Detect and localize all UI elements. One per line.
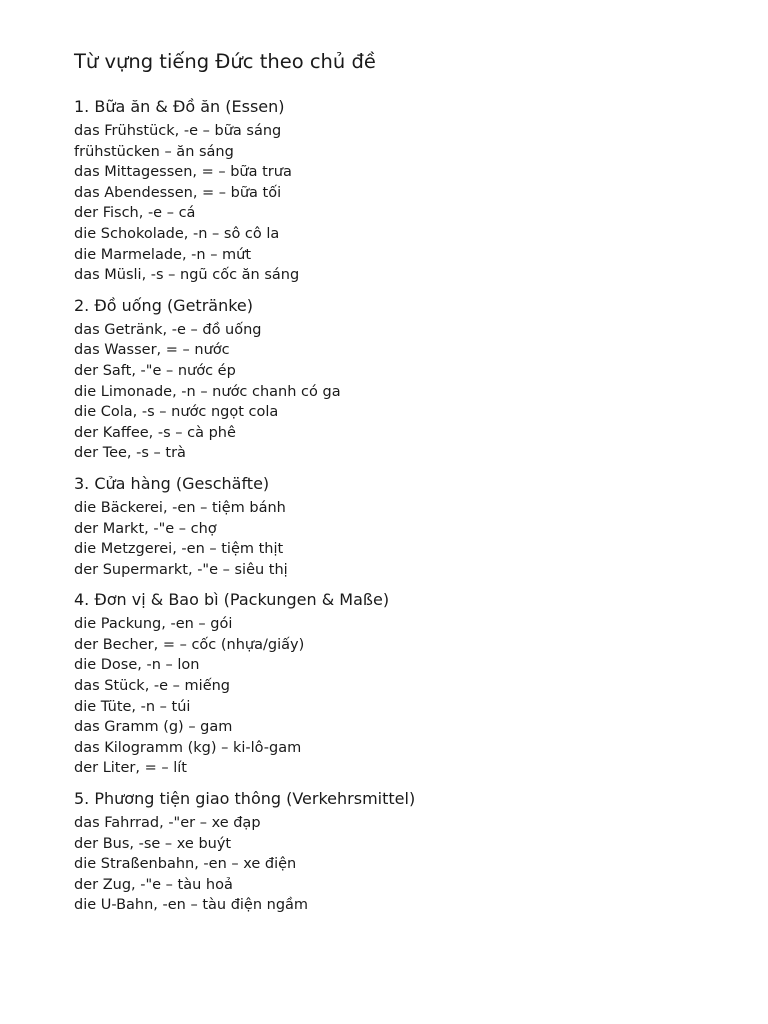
section-geschaefte [74, 474, 734, 580]
vocab-list [74, 614, 734, 779]
section-getraenke [74, 296, 734, 464]
vocab-entry: die Schokolade, -n – sô cô la [74, 225, 280, 242]
vocab-entry: die Metzgerei, -en – tiệm thịt [74, 541, 284, 558]
document-title: Từ vựng tiếng Đức theo chủ đề [74, 50, 376, 73]
section-heading: 4. Đơn vị & Bao bì (Packungen & Maße) [74, 590, 390, 610]
vocab-entry: das Getränk, -e – đồ uống [74, 321, 262, 338]
vocab-list [74, 813, 734, 916]
vocab-entry: die U-Bahn, -en – tàu điện ngầm [74, 897, 309, 914]
vocab-entry: der Liter, = – lít [74, 760, 187, 777]
document-page [74, 50, 734, 926]
vocab-entry: die Packung, -en – gói [74, 616, 233, 633]
vocab-list [74, 320, 734, 464]
vocab-entry: die Tüte, -n – túi [74, 698, 191, 715]
vocab-entry: das Wasser, = – nước [74, 342, 230, 359]
section-heading: 1. Bữa ăn & Đồ ăn (Essen) [74, 97, 285, 116]
vocab-entry: der Bus, -se – xe buýt [74, 835, 232, 852]
vocab-entry: der Fisch, -e – cá [74, 205, 196, 222]
vocab-entry: das Gramm (g) – gam [74, 719, 233, 736]
vocab-entry: das Müsli, -s – ngũ cốc ăn sáng [74, 267, 300, 284]
vocab-entry: das Stück, -e – miếng [74, 678, 231, 695]
section-verkehrsmittel [74, 789, 734, 916]
section-heading: 3. Cửa hàng (Geschäfte) [74, 473, 270, 493]
section-heading: 5. Phương tiện giao thông (Verkehrsmittel) [74, 789, 416, 809]
vocab-entry: die Marmelade, -n – mứt [74, 246, 252, 263]
vocab-entry: das Kilogramm (kg) – ki-lô-gam [74, 739, 302, 756]
vocab-entry: die Dose, -n – lon [74, 657, 200, 674]
vocab-entry: die Cola, -s – nước ngọt cola [74, 404, 279, 421]
vocab-entry: die Straßenbahn, -en – xe điện [74, 856, 297, 873]
section-packungen-masse [74, 590, 734, 779]
vocab-entry: der Becher, = – cốc (nhựa/giấy) [74, 636, 305, 653]
vocab-entry: die Bäckerei, -en – tiệm bánh [74, 499, 286, 516]
vocab-entry: der Markt, -"e – chợ [74, 520, 217, 537]
vocab-list [74, 121, 734, 286]
vocab-entry: der Zug, -"e – tàu hoả [74, 876, 233, 893]
vocab-entry: die Limonade, -n – nước chanh có ga [74, 383, 341, 400]
section-heading: 2. Đồ uống (Getränke) [74, 295, 253, 315]
vocab-entry: das Frühstück, -e – bữa sáng [74, 123, 282, 139]
vocab-entry: der Saft, -"e – nước ép [74, 362, 236, 379]
section-essen [74, 97, 734, 286]
vocab-entry: das Fahrrad, -"er – xe đạp [74, 815, 261, 832]
vocab-entry: frühstücken – ăn sáng [74, 143, 234, 160]
vocab-entry: der Tee, -s – trà [74, 445, 186, 462]
vocab-entry: das Abendessen, = – bữa tối [74, 184, 282, 201]
vocab-list [74, 498, 734, 580]
vocab-entry: der Supermarkt, -"e – siêu thị [74, 561, 288, 578]
vocab-entry: das Mittagessen, = – bữa trưa [74, 164, 292, 181]
vocab-entry: der Kaffee, -s – cà phê [74, 424, 236, 441]
